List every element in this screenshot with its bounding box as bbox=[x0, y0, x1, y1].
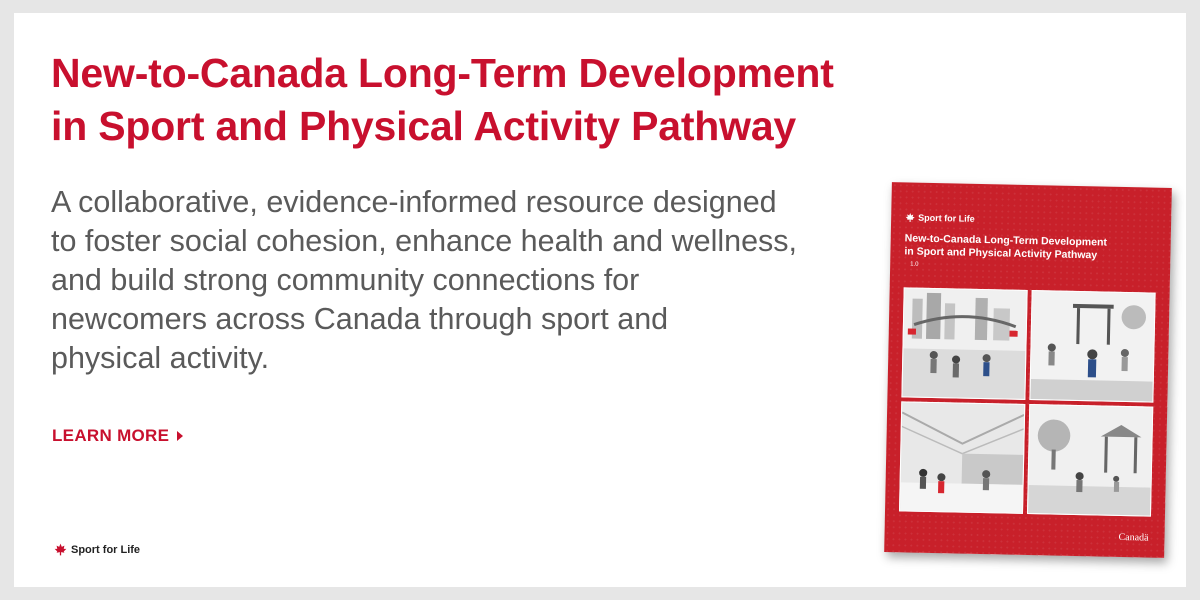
booklet-title-line-1: New-to-Canada Long-Term Development bbox=[904, 232, 1108, 249]
page-title bbox=[51, 47, 1051, 153]
learn-more-label: LEARN MORE bbox=[52, 426, 170, 445]
description-line: A collaborative, evidence-informed resource designed bbox=[51, 185, 777, 219]
description bbox=[51, 183, 881, 378]
sport-for-life-logo bbox=[54, 543, 140, 556]
description-line: physical activity. bbox=[51, 341, 270, 375]
description-line: newcomers across Canada through sport and bbox=[51, 302, 669, 336]
booklet-version: 1.0 bbox=[910, 261, 919, 268]
booklet-brand bbox=[905, 212, 975, 223]
illustration-city-square bbox=[901, 287, 1027, 400]
government-of-canada-wordmark: Canadä bbox=[1118, 531, 1149, 544]
booklet-cover-image bbox=[884, 182, 1172, 558]
illustration-park-gathering bbox=[1029, 290, 1155, 403]
booklet-title-line-2 bbox=[904, 245, 1159, 276]
booklet-illustration-grid bbox=[899, 287, 1156, 516]
footer-brand-text: Sport for Life bbox=[71, 543, 141, 556]
title-line-2: in Sport and Physical Activity Pathway bbox=[51, 103, 797, 149]
description-line: and build strong community connections for bbox=[51, 263, 640, 297]
maple-leaf-icon bbox=[54, 543, 67, 556]
booklet-cover bbox=[884, 182, 1172, 558]
description-line: to foster social cohesion, enhance health and wellness, bbox=[51, 224, 798, 258]
booklet-title bbox=[904, 232, 1160, 276]
booklet-title-line-2-text: in Sport and Physical Activity Pathway bbox=[904, 245, 1098, 262]
illustration-ice-rink bbox=[899, 401, 1025, 514]
promo-card bbox=[14, 13, 1186, 587]
illustration-playground bbox=[1027, 404, 1153, 517]
maple-leaf-icon bbox=[905, 212, 915, 222]
booklet-brand-text: Sport for Life bbox=[918, 212, 975, 224]
learn-more-link[interactable] bbox=[52, 426, 183, 446]
title-line-1: New-to-Canada Long-Term Development bbox=[51, 50, 834, 96]
caret-right-icon bbox=[177, 431, 183, 441]
